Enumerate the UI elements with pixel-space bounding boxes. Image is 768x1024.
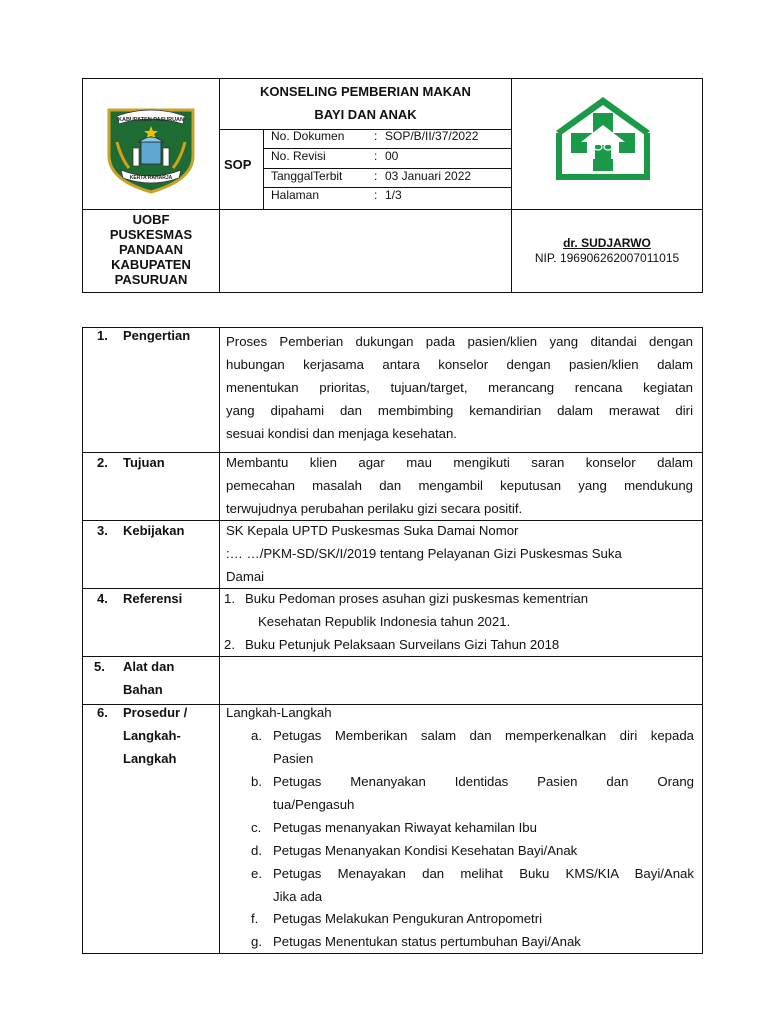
meta-sep: : bbox=[374, 129, 378, 143]
meta-value-tanggal-terbit: 03 Januari 2022 bbox=[385, 169, 472, 183]
text-line: Petugas Melakukan Pengukuran Antropometri bbox=[273, 911, 543, 926]
text-line: Proses Pemberian dukungan pada pasien/klien yang ditandai dengan bbox=[226, 334, 693, 349]
sop-divider bbox=[263, 129, 264, 209]
meta-label-no-dokumen: No. Dokumen bbox=[271, 129, 345, 143]
svg-text:KERTA RAHARJA: KERTA RAHARJA bbox=[129, 175, 173, 181]
text-line: Jika ada bbox=[273, 889, 323, 904]
title-line: Bahan bbox=[123, 682, 163, 697]
step-marker: c. bbox=[251, 820, 262, 835]
meta-label-tanggal-terbit: TanggalTerbit bbox=[271, 169, 343, 183]
text-line: :… …/PKM-SD/SK/I/2019 tentang Pelayanan Gizi Puskesmas Suka bbox=[226, 546, 622, 561]
kabupaten-pasuruan-logo bbox=[103, 98, 199, 194]
title-line: Langkah bbox=[123, 751, 177, 766]
section-title-tujuan: Tujuan bbox=[123, 455, 165, 470]
step-item bbox=[273, 839, 694, 862]
meta-value-no-revisi: 00 bbox=[385, 149, 399, 163]
tujuan-text bbox=[226, 451, 693, 520]
row-divider bbox=[82, 656, 703, 657]
header-border-bottom bbox=[82, 292, 703, 293]
text-line: Buku Pedoman proses asuhan gizi puskesmas kementrian bbox=[245, 591, 589, 606]
signer-nip: NIP. 196906262007011015 bbox=[534, 251, 680, 265]
text-line: yang dipahami dan membimbing kemandirian dalam merawat diri bbox=[226, 403, 693, 418]
header-row-divider bbox=[82, 209, 703, 210]
meta-value-halaman: 1/3 bbox=[385, 188, 402, 202]
meta-value-no-dokumen: SOP/B/II/37/2022 bbox=[385, 129, 479, 143]
step-item bbox=[273, 816, 694, 839]
step-marker: d. bbox=[251, 843, 262, 858]
step-item bbox=[273, 930, 694, 953]
text-line: Petugas Menayakan dan melihat Buku KMS/KIA Bayi/Anak bbox=[273, 866, 694, 881]
sop-title-line-2: BAYI DAN ANAK bbox=[314, 107, 417, 122]
reference-item bbox=[245, 633, 695, 656]
text-line: Petugas Menanyakan Identidas Pasien dan Orang bbox=[273, 774, 694, 789]
meta-label-no-revisi: No. Revisi bbox=[271, 149, 326, 163]
step-item bbox=[273, 907, 694, 930]
text-line: Petugas Memberikan salam dan memperkenalkan diri kepada bbox=[273, 728, 694, 743]
section-title-pengertian: Pengertian bbox=[123, 328, 191, 343]
meta-sep: : bbox=[374, 188, 378, 202]
signer-name: dr. SUDJARWO bbox=[563, 236, 651, 250]
meta-sep: : bbox=[374, 169, 378, 183]
step-item bbox=[273, 770, 694, 816]
step-marker: b. bbox=[251, 774, 262, 789]
organization-line: PASURUAN bbox=[114, 272, 188, 287]
text-line: Pasien bbox=[273, 751, 314, 766]
text-line: SK Kepala UPTD Puskesmas Suka Damai Nomor bbox=[226, 523, 519, 538]
organization-line: UOBF bbox=[132, 212, 170, 227]
puskesmas-logo bbox=[553, 95, 653, 181]
step-marker: e. bbox=[251, 866, 262, 881]
text-line: Damai bbox=[226, 569, 265, 584]
text-line: Petugas Menanyakan Kondisi Kesehatan Bayi/Anak bbox=[273, 843, 578, 858]
pengertian-text bbox=[226, 330, 693, 445]
header-border-right bbox=[702, 78, 703, 293]
organization-line: PUSKESMAS bbox=[109, 227, 193, 242]
text-line: Petugas Menentukan status pertumbuhan Bayi/Anak bbox=[273, 934, 581, 949]
text-line: Petugas menanyakan Riwayat kehamilan Ibu bbox=[273, 820, 537, 835]
text-line: hubungan kerjasama antara konselor dengan pasien/klien dalam bbox=[226, 357, 693, 372]
section-number: 3. bbox=[97, 523, 108, 538]
organization-line: KABUPATEN bbox=[111, 257, 191, 272]
section-title-prosedur bbox=[123, 701, 187, 770]
text-line: Membantu klien agar mau mengikuti saran konselor dalam bbox=[226, 455, 693, 470]
title-line: Langkah- bbox=[123, 728, 181, 743]
text-line: menentukan prioritas, tujuan/target, merancang rencana kegiatan bbox=[226, 380, 693, 395]
section-number: 4. bbox=[97, 591, 108, 606]
kebijakan-text bbox=[226, 519, 693, 588]
section-number: 1. bbox=[97, 328, 108, 343]
meta-sep: : bbox=[374, 149, 378, 163]
sop-label: SOP bbox=[224, 157, 252, 172]
reference-marker: 1. bbox=[224, 591, 235, 606]
step-marker: a. bbox=[251, 728, 262, 743]
section-title-referensi: Referensi bbox=[123, 591, 183, 606]
meta-label-halaman: Halaman bbox=[271, 188, 320, 202]
sop-title-line-1: KONSELING PEMBERIAN MAKAN bbox=[260, 84, 471, 99]
text-line: pemecahan masalah dan mengambil keputusan yang mendukung bbox=[226, 478, 693, 493]
step-marker: f. bbox=[251, 911, 259, 926]
step-marker: g. bbox=[251, 934, 262, 949]
step-item bbox=[273, 862, 694, 908]
section-number: 5. bbox=[94, 659, 105, 674]
organization-name bbox=[83, 212, 219, 287]
section-number: 6. bbox=[97, 705, 108, 720]
step-item bbox=[273, 724, 694, 770]
organization-line: PANDAAN bbox=[118, 242, 184, 257]
content-border-right bbox=[702, 327, 703, 954]
content-column-divider bbox=[219, 327, 220, 954]
section-number: 2. bbox=[97, 455, 108, 470]
content-border-left bbox=[82, 327, 83, 954]
reference-item bbox=[245, 587, 695, 633]
text-line: sesuai kondisi dan menjaga kesehatan. bbox=[226, 426, 457, 441]
section-title-alat-dan-bahan bbox=[123, 655, 174, 701]
section-title-kebijakan: Kebijakan bbox=[123, 523, 185, 538]
text-line: Buku Petunjuk Pelaksaan Surveilans Gizi Tahun 2018 bbox=[245, 637, 560, 652]
reference-marker: 2. bbox=[224, 637, 235, 652]
prosedur-intro: Langkah-Langkah bbox=[226, 705, 332, 720]
title-line: Prosedur / bbox=[123, 705, 188, 720]
title-line: Alat dan bbox=[123, 659, 175, 674]
header-border-top bbox=[82, 78, 703, 79]
svg-text:KABUPATEN PASURUAN: KABUPATEN PASURUAN bbox=[118, 117, 184, 123]
content-border-bottom bbox=[82, 953, 703, 954]
text-line: terwujudnya perubahan perilaku gizi secara positif. bbox=[226, 501, 523, 516]
text-line: tua/Pengasuh bbox=[273, 797, 355, 812]
text-line: Kesehatan Republik Indonesia tahun 2021. bbox=[258, 614, 511, 629]
